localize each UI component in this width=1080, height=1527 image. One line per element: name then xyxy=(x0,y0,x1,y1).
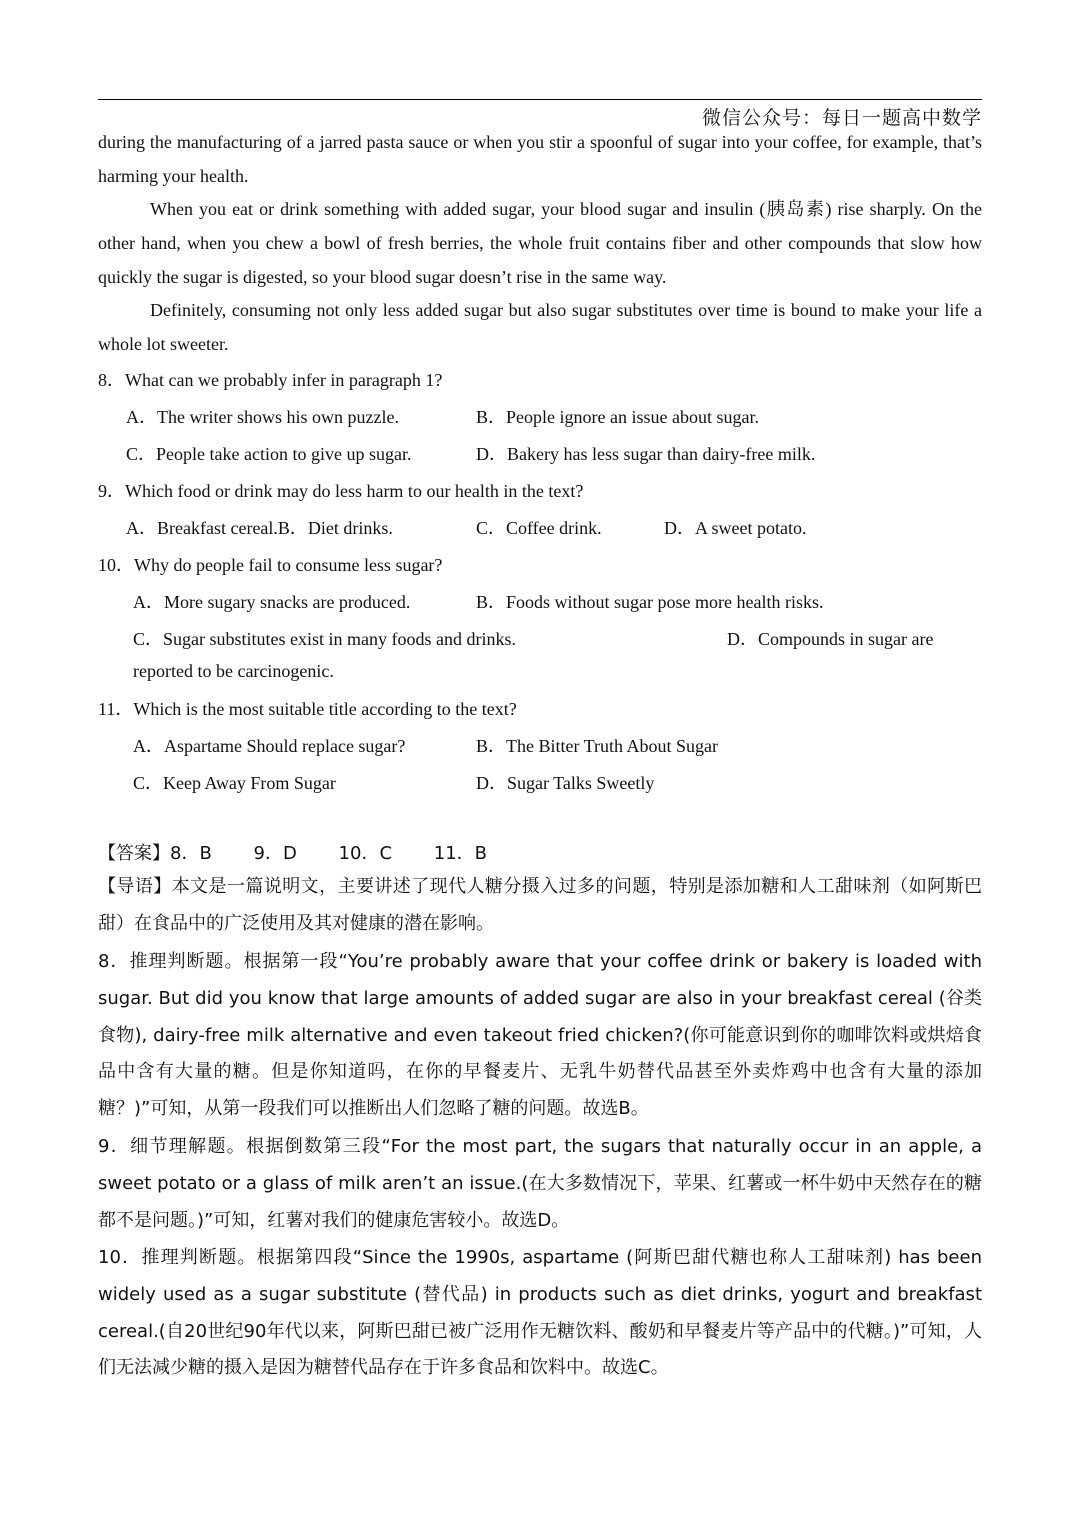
question-10-option-d: D．Compounds in sugar are xyxy=(727,629,934,649)
question-9-option-c: C．Coffee drink. xyxy=(476,518,602,538)
answer-explanation-10: 10．推理判断题。根据第四段“Since the 1990s, aspartame (阿斯巴甜代糖也称人工甜味剂) has been widely used as a sugar substitute (替代品) in products such as diet drinks, yogurt and breakfast cereal.(自20世纪90年代以来，阿斯巴甜已被广泛用作无糖饮料、酸奶和早餐麦片等产品中的代糖。)”可知，人们无法减少糖的摄入是因为糖替代品存在于许多食品和饮料中。故选C。 xyxy=(98,1247,982,1379)
question-10-option-c: C．Sugar substitutes exist in many foods and drinks. xyxy=(133,629,516,649)
question-10-option-d-cont: reported to be carcinogenic. xyxy=(133,661,334,681)
question-11-option-d: D．Sugar Talks Sweetly xyxy=(476,773,655,793)
question-8-option-d: D．Bakery has less sugar than dairy-free milk. xyxy=(476,444,816,464)
question-9-option-ab: A．Breakfast cereal.B．Diet drinks. xyxy=(126,518,393,538)
passage-paragraph-3: Definitely, consuming not only less added sugar but also sugar substitutes over time is bound to make your life a whole lot sweeter. xyxy=(98,300,982,354)
answer-explanation-8: 8．推理判断题。根据第一段“You’re probably aware that your coffee drink or bakery is loaded with sugar. But did you know that large amounts of added sugar are also in your breakfast cereal (谷类食物), dairy-free milk alternative and even takeout fried chicken?(你可能意识到你的咖啡饮料或烘焙食品中含有大量的糖。但是你知道吗，在你的早餐麦片、无乳牛奶替代品甚至外卖炸鸡中也含有大量的添加糖？)”可知，从第一段我们可以推断出人们忽略了糖的问题。故选B。 xyxy=(98,951,982,1120)
question-8-option-c: C．People take action to give up sugar. xyxy=(126,444,412,464)
passage-paragraph-2: When you eat or drink something with added sugar, your blood sugar and insulin (胰岛素) rise sharply. On the other hand, when you chew a bowl of fresh berries, the whole fruit contains fiber and other compounds that slow how quickly the sugar is digested, so your blood sugar doesn’t rise in the same way. xyxy=(98,199,982,287)
question-10-option-b: B．Foods without sugar pose more health risks. xyxy=(476,592,824,612)
header-watermark: 微信公众号：每日一题高中数学 xyxy=(701,107,982,129)
question-11-stem: 11．Which is the most suitable title according to the text? xyxy=(98,699,517,719)
question-11-option-b: B．The Bitter Truth About Sugar xyxy=(476,736,719,756)
question-11-option-a: A．Aspartame Should replace sugar? xyxy=(133,736,406,756)
question-8-stem: 8．What can we probably infer in paragraph 1? xyxy=(98,370,443,390)
question-10-stem: 10．Why do people fail to consume less sugar? xyxy=(98,555,443,575)
passage-paragraph-1: during the manufacturing of a jarred pasta sauce or when you stir a spoonful of sugar into your coffee, for example, that’s harming your health. xyxy=(98,132,982,186)
answer-guide: 【导语】本文是一篇说明文，主要讲述了现代人糖分摄入过多的问题，特别是添加糖和人工甜味剂（如阿斯巴甜）在食品中的广泛使用及其对健康的潜在影响。 xyxy=(98,876,982,934)
question-8-option-b: B．People ignore an issue about sugar. xyxy=(476,407,759,427)
question-11-option-c: C．Keep Away From Sugar xyxy=(133,773,336,793)
question-9-stem: 9．Which food or drink may do less harm to our health in the text? xyxy=(98,481,584,501)
question-8-option-a: A．The writer shows his own puzzle. xyxy=(126,407,399,427)
answer-key: 【答案】8．B 9．D 10．C 11．B xyxy=(98,843,488,864)
question-9-option-d: D．A sweet potato. xyxy=(664,518,807,538)
answer-explanation-9: 9．细节理解题。根据倒数第三段“For the most part, the sugars that naturally occur in an apple, a sweet potato or a glass of milk aren’t an issue.(在大多数情况下，苹果、红薯或一杯牛奶中天然存在的糖都不是问题。)”可知，红薯对我们的健康危害较小。故选D。 xyxy=(98,1136,982,1231)
question-10-option-a: A．More sugary snacks are produced. xyxy=(133,592,411,612)
header-rule xyxy=(98,99,982,100)
